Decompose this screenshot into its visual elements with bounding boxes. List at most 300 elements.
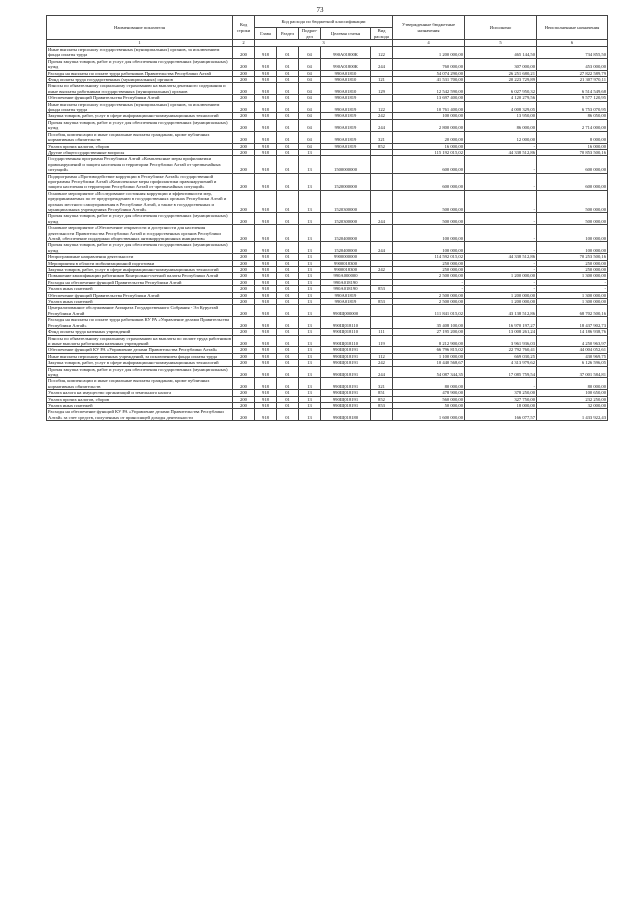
row-glava: 918 — [255, 143, 277, 149]
row-executed: - — [465, 260, 537, 266]
row-target: 990Щ018191 — [321, 366, 371, 378]
row-unexecuted: 14 186 938,76 — [537, 329, 608, 335]
row-razdel: 01 — [277, 347, 299, 353]
row-code: 200 — [233, 360, 255, 366]
row-podrazdel: 13 — [299, 213, 321, 225]
row-podrazdel: 13 — [299, 299, 321, 305]
table-row — [47, 213, 608, 225]
row-unexecuted: 37 001 584,81 — [537, 366, 608, 378]
row-name: Закупка товаров, работ, услуг в сфере информационно-коммуникационных технологий — [47, 267, 233, 273]
row-unexecuted: 16 000,00 — [537, 143, 608, 149]
row-code: 200 — [233, 286, 255, 292]
row-name: Непрограммные направления деятельности — [47, 254, 233, 260]
header-kind: Вид расхода — [371, 28, 393, 40]
row-target: 990Щ018191 — [321, 353, 371, 359]
row-name: Прочая закупка товаров, работ и услуг для обеспечения государственных (муниципальных) нужд — [47, 58, 233, 70]
table-row — [47, 156, 608, 173]
row-razdel: 01 — [277, 113, 299, 119]
row-code: 200 — [233, 95, 255, 101]
row-executed: 6 027 950,32 — [465, 83, 537, 95]
header-podrazdel: Подраз-дел — [299, 28, 321, 40]
row-unexecuted: 430 969,75 — [537, 353, 608, 359]
row-glava: 918 — [255, 119, 277, 131]
row-podrazdel: 04 — [299, 95, 321, 101]
row-unexecuted: 1 433 922,43 — [537, 409, 608, 421]
row-approved: 54 087 344,35 — [393, 366, 465, 378]
row-podrazdel: 13 — [299, 378, 321, 390]
row-target: 990Щ000000 — [321, 305, 371, 317]
row-razdel: 01 — [277, 378, 299, 390]
budget-execution-table — [46, 15, 608, 421]
row-glava: 918 — [255, 95, 277, 101]
row-approved: 760 000,00 — [393, 58, 465, 70]
row-executed: - — [465, 378, 537, 390]
row-glava: 918 — [255, 292, 277, 298]
row-razdel: 01 — [277, 70, 299, 76]
row-executed: 669 030,25 — [465, 353, 537, 359]
row-razdel: 01 — [277, 260, 299, 266]
row-glava: 918 — [255, 254, 277, 260]
row-glava: 918 — [255, 360, 277, 366]
row-unexecuted: 44 004 052,61 — [537, 347, 608, 353]
table-row — [47, 225, 608, 242]
row-executed: 465 144,50 — [465, 47, 537, 59]
header-name: Наименование показателя — [47, 16, 233, 40]
row-podrazdel: 13 — [299, 242, 321, 254]
header-executed: Исполнено — [465, 16, 537, 40]
row-podrazdel: 13 — [299, 396, 321, 402]
row-executed: 20 223 729,89 — [465, 77, 537, 83]
row-target: 990А01819 — [321, 292, 371, 298]
row-name: Обеспечение функций КУ РА «Управление делами Правительства Республики Алтай» — [47, 347, 233, 353]
row-kind: 244 — [371, 119, 393, 131]
row-target: 990Щ018191 — [321, 360, 371, 366]
row-kind: 244 — [371, 366, 393, 378]
row-glava: 918 — [255, 156, 277, 173]
row-razdel: 01 — [277, 254, 299, 260]
row-executed: - — [465, 286, 537, 292]
row-name: Уплата прочих налогов, сборов — [47, 396, 233, 402]
row-code: 200 — [233, 402, 255, 408]
table-row — [47, 119, 608, 131]
row-name: Уплата налога на имущество организаций и земельного налога — [47, 390, 233, 396]
row-kind: 119 — [371, 335, 393, 347]
row-podrazdel: 13 — [299, 286, 321, 292]
row-unexecuted: 70 853 500,16 — [537, 149, 608, 155]
row-kind: 242 — [371, 360, 393, 366]
row-unexecuted: 6 514 549,68 — [537, 83, 608, 95]
row-razdel: 01 — [277, 390, 299, 396]
row-podrazdel: 04 — [299, 47, 321, 59]
row-podrazdel: 13 — [299, 347, 321, 353]
row-approved: 10 761 400,00 — [393, 101, 465, 113]
row-approved: 2 500 000,00 — [393, 299, 465, 305]
row-executed: 307 000,00 — [465, 58, 537, 70]
row-target: 990Щ018191 — [321, 402, 371, 408]
row-approved: 20 000,00 — [393, 131, 465, 143]
row-razdel: 01 — [277, 131, 299, 143]
row-code: 200 — [233, 58, 255, 70]
table-row — [47, 305, 608, 317]
row-name: Пособия, компенсации и иные социальные выплаты гражданам, кроме публичных нормативных обязательств — [47, 378, 233, 390]
row-podrazdel: 13 — [299, 149, 321, 155]
row-podrazdel: 04 — [299, 77, 321, 83]
row-razdel: 01 — [277, 58, 299, 70]
row-approved: 115 192 015,02 — [393, 149, 465, 155]
row-code: 200 — [233, 267, 255, 273]
row-unexecuted: 6 126 596,05 — [537, 360, 608, 366]
row-target: 1520400000 — [321, 242, 371, 254]
row-code: 200 — [233, 317, 255, 329]
header-approved: Утвержденные бюджетные назначения — [393, 16, 465, 40]
row-code: 200 — [233, 149, 255, 155]
row-unexecuted: 500 000,00 — [537, 213, 608, 225]
row-kind: 242 — [371, 113, 393, 119]
row-kind — [371, 190, 393, 213]
row-kind: 111 — [371, 329, 393, 335]
row-unexecuted: 100 650,00 — [537, 390, 608, 396]
row-kind: 121 — [371, 77, 393, 83]
row-unexecuted: 1 300 000,00 — [537, 292, 608, 298]
row-target: 990А01800К — [321, 58, 371, 70]
row-podrazdel: 13 — [299, 317, 321, 329]
row-target: 990Щ018191 — [321, 396, 371, 402]
header-target: Целевая статья — [321, 28, 371, 40]
row-target: 9900000000 — [321, 254, 371, 260]
row-unexecuted: 250 000,00 — [537, 260, 608, 266]
row-razdel: 01 — [277, 366, 299, 378]
row-code: 200 — [233, 77, 255, 83]
row-glava: 918 — [255, 149, 277, 155]
row-unexecuted: 2 714 000,00 — [537, 119, 608, 131]
row-approved: 250 000,00 — [393, 260, 465, 266]
row-kind: 242 — [371, 267, 393, 273]
row-approved: 100 000,00 — [393, 242, 465, 254]
row-podrazdel: 13 — [299, 225, 321, 242]
row-kind — [371, 156, 393, 173]
row-name: Централизованное обслуживание Аппарата Государственного Собрания - Эл Курултай Республики Алтай — [47, 305, 233, 317]
row-executed: 4 008 329,05 — [465, 101, 537, 113]
row-code: 200 — [233, 119, 255, 131]
row-approved: 600 000,00 — [393, 156, 465, 173]
row-approved: 41 531 700,00 — [393, 77, 465, 83]
row-razdel: 01 — [277, 173, 299, 190]
row-unexecuted: 453 000,00 — [537, 58, 608, 70]
row-target: 990А01810 — [321, 83, 371, 95]
row-target: 990Щ018110 — [321, 329, 371, 335]
row-unexecuted: 8 000,00 — [537, 131, 608, 143]
row-target: 990А01819 — [321, 119, 371, 131]
row-approved: 250 000,00 — [393, 267, 465, 273]
row-approved: 50 000,00 — [393, 402, 465, 408]
row-kind — [371, 173, 393, 190]
row-code: 200 — [233, 305, 255, 317]
table-row — [47, 58, 608, 70]
row-approved: 54 074 290,00 — [393, 70, 465, 76]
row-target: 990А01819 — [321, 131, 371, 143]
row-approved: 12 542 590,00 — [393, 83, 465, 95]
row-executed: - — [465, 156, 537, 173]
table-row — [47, 317, 608, 329]
row-executed: 43 138 512,86 — [465, 305, 537, 317]
row-code: 200 — [233, 366, 255, 378]
row-approved: 10 440 568,67 — [393, 360, 465, 366]
row-podrazdel: 04 — [299, 113, 321, 119]
row-glava: 918 — [255, 101, 277, 113]
row-approved: 2 500 000,00 — [393, 273, 465, 279]
table-row — [47, 366, 608, 378]
row-target: 990Щ018191 — [321, 390, 371, 396]
row-glava: 918 — [255, 396, 277, 402]
row-name: Обеспечение функций Правительства Республики Алтай — [47, 95, 233, 101]
header-glava: Главa — [255, 28, 277, 40]
table-row — [47, 173, 608, 190]
row-glava: 918 — [255, 366, 277, 378]
row-glava: 918 — [255, 83, 277, 95]
table-row — [47, 242, 608, 254]
row-podrazdel: 13 — [299, 335, 321, 347]
row-target: 1500000000 — [321, 156, 371, 173]
row-executed: 4 120 279,56 — [465, 95, 537, 101]
row-name: Обеспечение функций Правительства Республики Алтай — [47, 292, 233, 298]
row-glava: 918 — [255, 402, 277, 408]
column-number: 3 — [255, 40, 393, 47]
row-razdel: 01 — [277, 360, 299, 366]
row-executed: 3 961 936,03 — [465, 335, 537, 347]
row-target: 990Щ018110 — [321, 317, 371, 329]
row-podrazdel: 13 — [299, 254, 321, 260]
row-executed: 86 000,00 — [465, 119, 537, 131]
row-code: 200 — [233, 353, 255, 359]
row-code: 200 — [233, 70, 255, 76]
row-target: 9900018300 — [321, 260, 371, 266]
row-executed: 26 251 680,21 — [465, 70, 537, 76]
row-razdel: 01 — [277, 267, 299, 273]
row-target: 990Щ018191 — [321, 378, 371, 390]
row-podrazdel: 13 — [299, 190, 321, 213]
row-kind: 129 — [371, 83, 393, 95]
table-row — [47, 101, 608, 113]
table-row — [47, 335, 608, 347]
row-name: Мероприятия в области мобилизационной подготовки — [47, 260, 233, 266]
row-unexecuted: 21 307 970,11 — [537, 77, 608, 83]
header-budget-classification: Код расхода по бюджетной классификации — [255, 16, 393, 28]
row-approved: 478 900,00 — [393, 390, 465, 396]
row-glava: 918 — [255, 353, 277, 359]
row-razdel: 01 — [277, 47, 299, 59]
row-code: 200 — [233, 143, 255, 149]
row-code: 200 — [233, 113, 255, 119]
row-kind: 112 — [371, 353, 393, 359]
row-unexecuted: 1 300 000,00 — [537, 299, 608, 305]
row-code: 200 — [233, 378, 255, 390]
row-target: 990А01810 — [321, 70, 371, 76]
row-target: 990А01819 — [321, 143, 371, 149]
row-approved: - — [393, 286, 465, 292]
row-razdel: 01 — [277, 156, 299, 173]
table-header-row — [47, 16, 608, 28]
row-glava: 918 — [255, 190, 277, 213]
row-approved: 35 408 100,00 — [393, 317, 465, 329]
table-row — [47, 83, 608, 95]
table-row — [47, 47, 608, 59]
row-kind: 321 — [371, 131, 393, 143]
row-executed: 1 200 000,00 — [465, 292, 537, 298]
row-code: 200 — [233, 273, 255, 279]
row-glava: 918 — [255, 242, 277, 254]
table-row — [47, 190, 608, 213]
row-name: Иные выплаты персоналу казенных учреждений, за исключением фонда оплаты труда — [47, 353, 233, 359]
row-unexecuted: 734 855,50 — [537, 47, 608, 59]
row-podrazdel: 04 — [299, 143, 321, 149]
row-razdel: 01 — [277, 149, 299, 155]
row-kind: 244 — [371, 58, 393, 70]
row-glava: 918 — [255, 213, 277, 225]
row-approved: 560 000,00 — [393, 396, 465, 402]
row-target: 990А01819 — [321, 101, 371, 113]
row-code: 200 — [233, 47, 255, 59]
row-approved: 1 200 000,00 — [393, 47, 465, 59]
row-razdel: 01 — [277, 335, 299, 347]
row-approved: 100 000,00 — [393, 113, 465, 119]
row-executed: 166 077,57 — [465, 409, 537, 421]
row-executed: 378 250,00 — [465, 390, 537, 396]
row-podrazdel: 13 — [299, 366, 321, 378]
row-unexecuted: 80 000,00 — [537, 378, 608, 390]
row-executed: 1 200 000,00 — [465, 273, 537, 279]
row-name: Уплата иных платежей — [47, 286, 233, 292]
row-approved: 111 841 015,02 — [393, 305, 465, 317]
row-name: Уплата прочих налогов, сборов — [47, 143, 233, 149]
row-code: 200 — [233, 83, 255, 95]
row-executed: 17 085 759,54 — [465, 366, 537, 378]
row-name: Закупка товаров, работ, услуг в сфере информационно-коммуникационных технологий — [47, 360, 233, 366]
row-kind: 244 — [371, 213, 393, 225]
row-podrazdel: 13 — [299, 402, 321, 408]
row-executed: - — [465, 267, 537, 273]
row-approved: 27 195 200,00 — [393, 329, 465, 335]
row-glava: 918 — [255, 273, 277, 279]
row-razdel: 01 — [277, 119, 299, 131]
row-podrazdel: 13 — [299, 353, 321, 359]
row-podrazdel: 04 — [299, 119, 321, 131]
row-glava: 918 — [255, 347, 277, 353]
row-approved: 80 000,00 — [393, 378, 465, 390]
row-code: 200 — [233, 156, 255, 173]
row-target: 990А01819 — [321, 299, 371, 305]
row-razdel: 01 — [277, 225, 299, 242]
row-executed: 22 792 760,41 — [465, 347, 537, 353]
row-code: 200 — [233, 292, 255, 298]
row-executed: - — [465, 213, 537, 225]
row-executed: 13 008 261,24 — [465, 329, 537, 335]
row-unexecuted: 4 250 963,97 — [537, 335, 608, 347]
row-target: 990А018190 — [321, 286, 371, 292]
row-kind — [371, 225, 393, 242]
row-glava: 918 — [255, 260, 277, 266]
row-code: 200 — [233, 101, 255, 113]
row-name: Расходы на обеспечение функций Правительства Республики Алтай — [47, 279, 233, 285]
row-unexecuted: 250 000,00 — [537, 267, 608, 273]
row-approved: 8 212 900,00 — [393, 335, 465, 347]
row-kind: 321 — [371, 378, 393, 390]
row-name: Прочая закупка товаров, работ и услуг для обеспечения государственных (муниципальных) нужд — [47, 242, 233, 254]
row-podrazdel: 04 — [299, 101, 321, 113]
row-unexecuted: 500 000,00 — [537, 190, 608, 213]
row-podrazdel: 13 — [299, 156, 321, 173]
row-executed: 16 970 197,27 — [465, 317, 537, 329]
row-executed: - — [465, 242, 537, 254]
row-code: 200 — [233, 329, 255, 335]
row-podrazdel: 13 — [299, 279, 321, 285]
row-approved: 500 000,00 — [393, 190, 465, 213]
row-target: 990Щ018191 — [321, 347, 371, 353]
row-unexecuted: 6 753 070,95 — [537, 101, 608, 113]
row-kind: 853 — [371, 286, 393, 292]
row-razdel: 01 — [277, 213, 299, 225]
row-code: 200 — [233, 335, 255, 347]
row-target: 1520300000 — [321, 190, 371, 213]
row-code: 200 — [233, 131, 255, 143]
row-kind: 853 — [371, 299, 393, 305]
row-executed: - — [465, 143, 537, 149]
row-podrazdel: 13 — [299, 409, 321, 421]
row-razdel: 01 — [277, 299, 299, 305]
row-unexecuted: 600 000,00 — [537, 173, 608, 190]
row-approved: 13 697 400,00 — [393, 95, 465, 101]
table-body — [47, 47, 608, 421]
row-code: 200 — [233, 260, 255, 266]
row-podrazdel: 13 — [299, 273, 321, 279]
row-kind: 851 — [371, 390, 393, 396]
row-razdel: 01 — [277, 396, 299, 402]
row-razdel: 01 — [277, 292, 299, 298]
column-number: 5 — [465, 40, 537, 47]
row-name: Прочая закупка товаров, работ и услуг для обеспечения государственных (муниципальных) нужд — [47, 119, 233, 131]
row-target: 990А01810 — [321, 77, 371, 83]
row-code: 200 — [233, 225, 255, 242]
row-kind — [371, 317, 393, 329]
row-name: Основное мероприятие «Исследование состояния коррупции и эффективности мер, предпринимаемых по ее предупреждению в государственных органах Республики Алтай и органах местного самоуправления в Республике Алтай, а также в государственных и муниципальных учреждениях Республики Алтай» — [47, 190, 233, 213]
row-target: 990Щ018180 — [321, 409, 371, 421]
row-target: 990А01819 — [321, 95, 371, 101]
table-row — [47, 131, 608, 143]
row-podrazdel: 13 — [299, 292, 321, 298]
column-number: 6 — [537, 40, 608, 47]
row-code: 200 — [233, 396, 255, 402]
row-approved: 66 796 815,02 — [393, 347, 465, 353]
row-approved: 500 000,00 — [393, 213, 465, 225]
row-executed: 44 338 512,86 — [465, 254, 537, 260]
row-code: 200 — [233, 347, 255, 353]
row-executed: 44 338 512,86 — [465, 149, 537, 155]
row-name: Государственная программа Республики Алтай «Комплексные меры профилактики правонарушений и защита населения и территории Республики Алтай от чрезвычайных ситуаций» — [47, 156, 233, 173]
row-unexecuted: - — [537, 286, 608, 292]
row-name: Прочая закупка товаров, работ и услуг для обеспечения государственных (муниципальных) нужд — [47, 213, 233, 225]
row-unexecuted: 232 250,00 — [537, 396, 608, 402]
row-code: 200 — [233, 254, 255, 260]
row-podrazdel: 04 — [299, 83, 321, 95]
header-unexecuted: Неисполненные назначения — [537, 16, 608, 40]
row-unexecuted: 9 577 120,95 — [537, 95, 608, 101]
row-glava: 918 — [255, 173, 277, 190]
row-glava: 918 — [255, 58, 277, 70]
row-name: Фонд оплаты труда казенных учреждений — [47, 329, 233, 335]
row-glava: 918 — [255, 267, 277, 273]
row-approved: 114 592 015,02 — [393, 254, 465, 260]
row-name: Фонд оплаты труда государственных (муниципальных) органов — [47, 77, 233, 83]
row-executed: - — [465, 279, 537, 285]
